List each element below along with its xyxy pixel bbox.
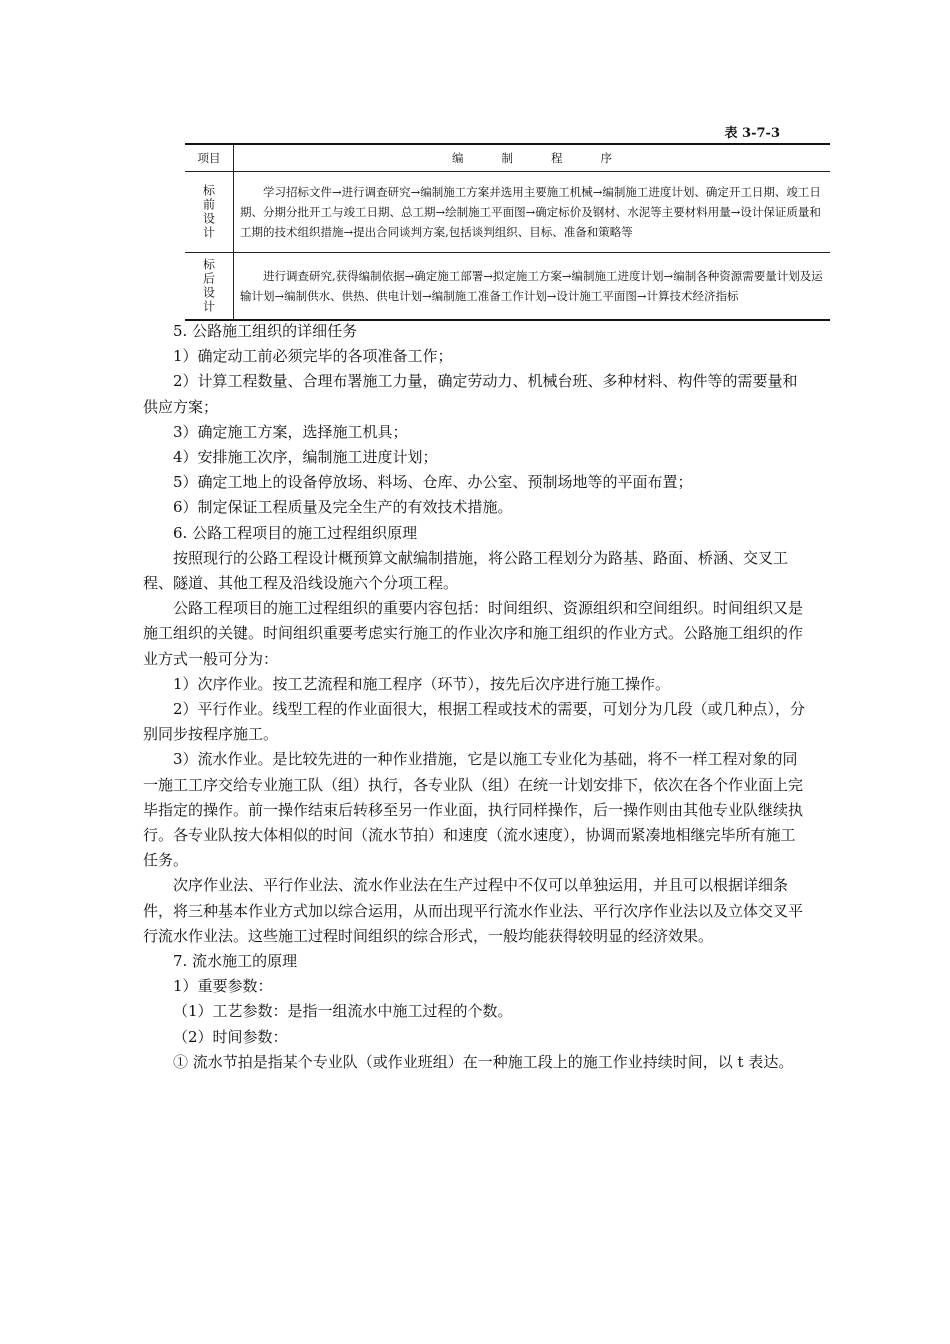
list-item: 5）确定工地上的设备停放场、料场、仓库、办公室、预制场地等的平面布置；	[173, 473, 693, 492]
row-item-pre-bid: 标前设计	[185, 172, 234, 253]
section-heading-7: 7. 流水施工的原理	[173, 952, 298, 971]
list-item: 2）平行作业。线型工程的作业面很大，根据工程或技术的需要，可划分为几段（或几种点），分别同步按程序施工。	[143, 700, 806, 744]
section-heading-5: 5. 公路施工组织的详细任务	[173, 322, 358, 340]
procedure-table	[185, 143, 830, 321]
table-caption: 表 3-7-3	[724, 126, 780, 141]
paragraph: 公路工程项目的施工过程组织的重要内容包括：时间组织、资源组织和空间组织。时间组织又是施工组织的关键。时间组织重要考虑实行施工的作业次序和施工组织的作业方式。公路施工组织的作业方式一般可分为：	[143, 599, 804, 668]
table-header-row	[185, 144, 830, 172]
row-procedure-post-bid: 进行调查研究,获得编制依据→确定施工部署→拟定施工方案→编制施工进度计划→编制各种资源需要量计划及运输计划→编制供水、供热、供电计划→编制施工准备工作计划→设计施工平面图→计算技术经济指标	[234, 253, 831, 321]
body-text	[143, 319, 808, 1075]
list-item: 6）制定保证工程质量及完全生产的有效技术措施。	[173, 498, 513, 517]
section-heading-6: 6. 公路工程项目的施工过程组织原理	[173, 523, 418, 542]
paragraph: 按照现行的公路工程设计概预算文献编制措施，将公路工程划分为路基、路面、桥涵、交叉工程、隧道、其他工程及沿线设施六个分项工程。	[143, 548, 789, 593]
list-item: 4）安排施工次序，编制施工进度计划；	[173, 448, 438, 467]
list-item: 1）次序作业。按工艺流程和施工程序（环节），按先后次序进行施工操作。	[173, 674, 671, 693]
row-item-post-bid: 标后设计	[185, 253, 234, 321]
row-procedure-pre-bid: 学习招标文件→进行调查研究→编制施工方案并选用主要施工机械→编制施工进度计划、确定开工日期、竣工日期、分期分批开工与竣工日期、总工期→绘制施工平面图→确定标价及钢材、水泥等主要材料用量→设计保证质量和工期的技术组织措施→提出合同谈判方案,包括谈判组织、目标、准备和策略等	[234, 172, 831, 253]
list-item: （2）时间参数：	[173, 1027, 288, 1046]
list-item: 1）重要参数：	[173, 977, 273, 996]
list-item: （1）工艺参数：是指一组流水中施工过程的个数。	[173, 1002, 513, 1021]
table-row	[185, 253, 830, 321]
table-row	[185, 172, 830, 253]
header-item: 项目	[185, 144, 234, 172]
list-item: 2）计算工程数量、合理布署施工力量，确定劳动力、机械台班、多种材料、构件等的需要量和供应方案；	[143, 372, 798, 416]
list-item: 1）确定动工前必须完毕的各项准备工作；	[173, 347, 453, 366]
paragraph: 次序作业法、平行作业法、流水作业法在生产过程中不仅可以单独运用，并且可以根据详细条件，将三种基本作业方式加以综合运用，从而出现平行流水作业法、平行次序作业法以及立体交叉平行流水作业法。这些施工过程时间组织的综合形式，一般均能获得较明显的经济效果。	[143, 876, 804, 945]
header-procedure: 编制程序	[234, 144, 831, 172]
list-item: 3）确定施工方案，选择施工机具；	[173, 422, 408, 441]
list-item: 3）流水作业。是比较先进的一种作业措施，它是以施工专业化为基础，将不一样工程对象的同一施工工序交给专业施工队（组）执行，各专业队（组）在统一计划安排下，依次在各个作业面上完毕指定的操作。前一操作结束后转移至另一作业面，执行同样操作，后一操作则由其他专业队继续执行。各专业队按大体相似的时间（流水节拍）和速度（流水速度），协调而紧凑地相继完毕所有施工任务。	[143, 750, 804, 870]
list-item: ① 流水节拍是指某个专业队（或作业班组）在一种施工段上的施工作业持续时间，以 t 表达。	[173, 1052, 794, 1071]
